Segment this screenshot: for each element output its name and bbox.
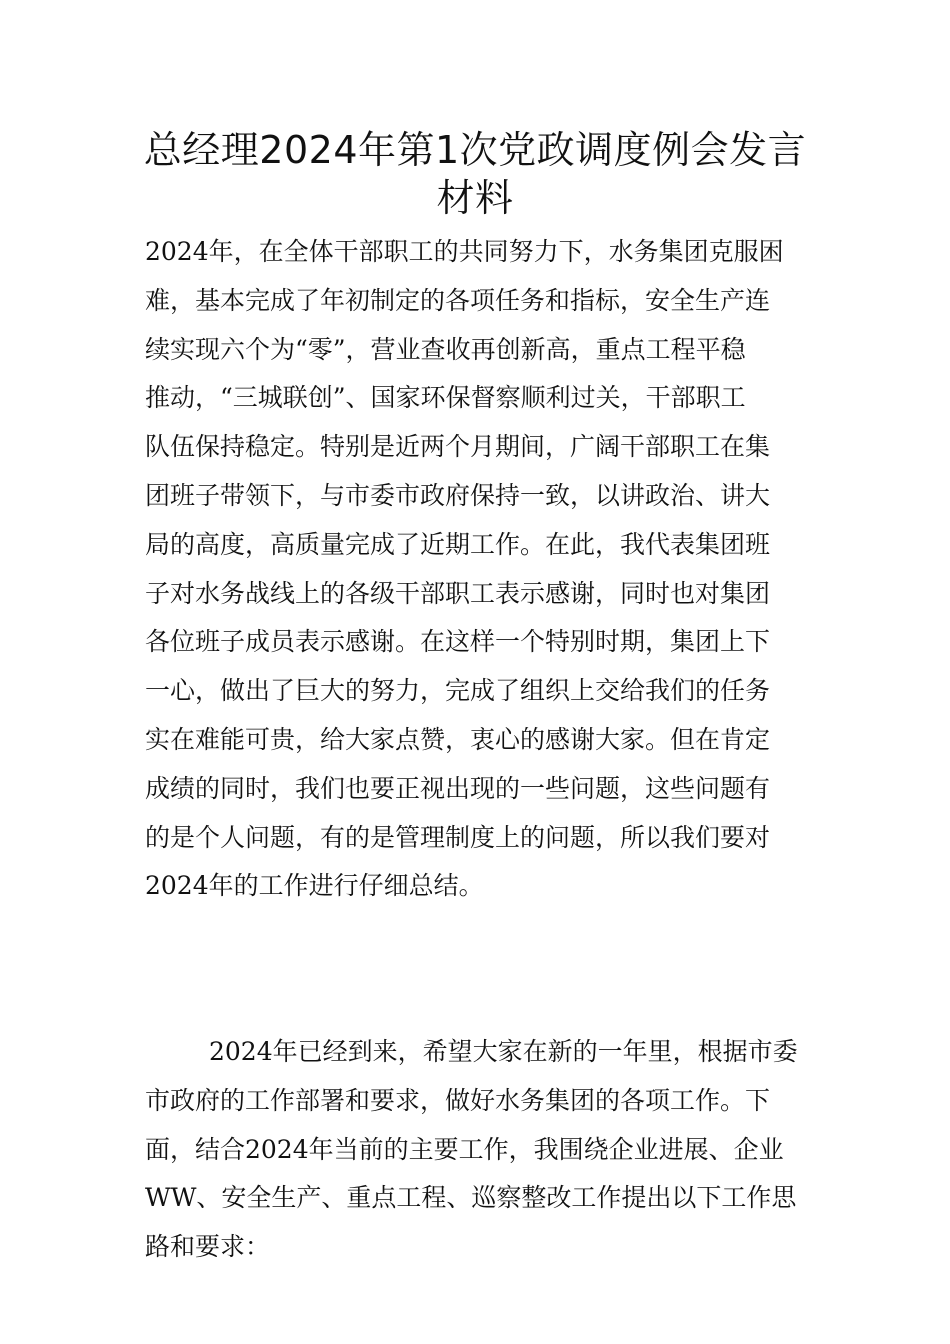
paragraph-line: 团班子带领下，与市委市政府保持一致，以讲政治、讲大 [145, 480, 771, 510]
paragraph-line: 难，基本完成了年初制定的各项任务和指标，安全生产连 [145, 285, 771, 315]
paragraph-line: 2024年，在全体干部职工的共同努力下，水务集团克服困 [145, 237, 784, 266]
paragraph-line: 队伍保持稳定。特别是近两个月期间，广阔干部职工在集 [145, 432, 771, 462]
paragraph-line: 的是个人问题，有的是管理制度上的问题，所以我们要对 [145, 822, 771, 852]
paragraph-line: 2024年已经到来，希望大家在新的一年里，根据市委 [209, 1037, 798, 1066]
paragraph-line: 2024年的工作进行仔细总结。 [145, 871, 484, 901]
title-line: 材料 [436, 176, 514, 220]
document-title [120, 126, 830, 222]
paragraph-line: 面，结合2024年当前的主要工作，我围绕企业进展、企业 [145, 1134, 784, 1164]
paragraph-line: 子对水务战线上的各级干部职工表示感谢，同时也对集团 [145, 578, 771, 608]
paragraph-line: WW、安全生产、重点工程、巡察整改工作提出以下工作思 [145, 1183, 797, 1213]
paragraph-line: 续实现六个为“零”，营业查收再创新高，重点工程平稳 [145, 334, 746, 364]
paragraph-line: 各位班子成员表示感谢。在这样一个特别时期，集团上下 [145, 627, 771, 657]
paragraph-line: 一心，做出了巨大的努力，完成了组织上交给我们的任务 [145, 676, 771, 706]
paragraph-1 [145, 228, 810, 911]
title-line: 总经理2024年第1次党政调度例会发言 [143, 128, 807, 172]
paragraph-line: 市政府的工作部署和要求，做好水务集团的各项工作。下 [145, 1085, 771, 1115]
paragraph-line: 成绩的同时，我们也要正视出现的一些问题，这些问题有 [145, 773, 771, 803]
paragraph-line: 路和要求： [145, 1232, 271, 1262]
paragraph-line: 局的高度，高质量完成了近期工作。在此，我代表集团班 [145, 529, 771, 559]
paragraph-line: 实在难能可贵，给大家点赞，衷心的感谢大家。但在肯定 [145, 724, 771, 754]
paragraph-line: 推动，“三城联创”、国家环保督察顺利过关，干部职工 [145, 383, 746, 413]
paragraph-2 [145, 1028, 810, 1272]
